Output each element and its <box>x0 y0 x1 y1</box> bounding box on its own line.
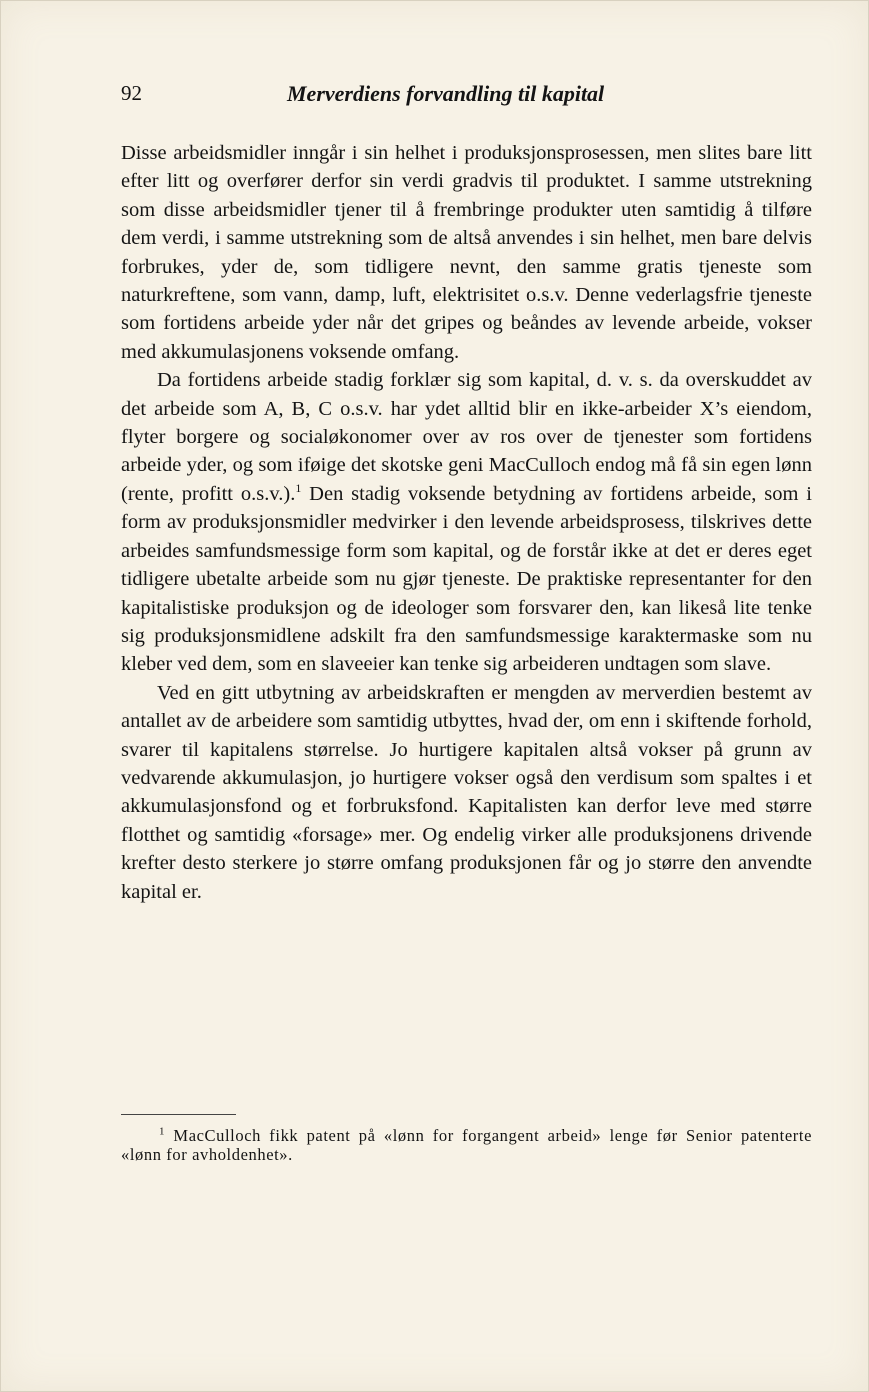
footnote-reference: 1 <box>295 481 302 496</box>
paragraph-2 <box>121 366 812 678</box>
page-header <box>121 81 811 111</box>
paragraph-2-part-1: Da fortidens arbeide stadig forklær sig som kapital, d. v. s. da overskuddet av det arbeide som A, B, C o.s.v. har ydet alltid blir en ikke-arbeider X’s eiendom, flyter borgere og socialøkonomer over av ros over de tjenester som fortidens arbeide yder, og som iføige det skotske geni MacCulloch endog må få sin egen lønn (rente, profitt o.s.v.). <box>121 369 812 505</box>
paragraph-3: Ved en gitt utbytning av arbeidskraften er mengden av merverdien bestemt av antallet av de arbeidere som samtidig utbyttes, hvad der, om enn i skiftende forhold, svarer til kapitalens størrelse. Jo hurtigere kapitalen altså vokser på grunn av vedvarende akkumulasjon, jo hurtigere vokser også den verdisum som spaltes i et akkumulasjonsfond og et forbruksfond. Kapitalisten kan derfor leve med større flotthet og samtidig «forsage» mer. Og endelig virker alle produksjonens drivende krefter desto sterkere jo større omfang produksjonen får og jo større den anvendte kapital er. <box>121 681 812 903</box>
paragraph-2-part-2: Den stadig voksende betydning av fortidens arbeide, som i form av produksjonsmidler medvirker i den levende arbeidsprosess, tilskrives dette arbeides samfundsmessige form som kapital, og de forstår ikke at det er deres eget tidligere ubetalte arbeide som nu gjør tjeneste. De praktiske representanter for den kapitalistiske produksjon og de ideologer som forsvarer den, kan likeså lite tenke sig produksjonsmidlene adskilt fra den samfundsmessige karaktermaske som nu kleber ved dem, som en slaveeier kan tenke sig arbeideren undtagen som slave. <box>121 482 812 676</box>
footnote-number: 1 <box>159 1125 166 1138</box>
body-text <box>121 139 812 906</box>
paragraph-1: Disse arbeidsmidler inngår i sin helhet i produksjonsprosessen, men slites bare litt efter litt og overfører derfor sin verdi gradvis til produktet. I samme utstrekning som disse arbeidsmidler tjener til å frembringe produkter uten samtidig å tilføre dem verdi, i samme utstrekning som de altså anvendes i sin helhet, men bare delvis forbrukes, yder de, som tidligere nevnt, den samme gratis tjeneste som naturkreftene, som vann, damp, luft, elektrisitet o.s.v. Denne vederlagsfrie tjeneste som fortidens arbeide yder når det gripes og beåndes av levende arbeide, vokser med akkumulasjonens voksende omfang. <box>121 142 812 363</box>
page-number: 92 <box>121 81 142 105</box>
footnote-divider <box>121 1114 236 1115</box>
footnote-text: MacCulloch fikk patent på «lønn for forgangent arbeid» lenge før Senior patenterte «lønn for avholdenhet». <box>121 1126 812 1164</box>
running-title: Merverdiens forvandling til kapital <box>287 81 605 106</box>
footnote <box>121 1126 812 1164</box>
